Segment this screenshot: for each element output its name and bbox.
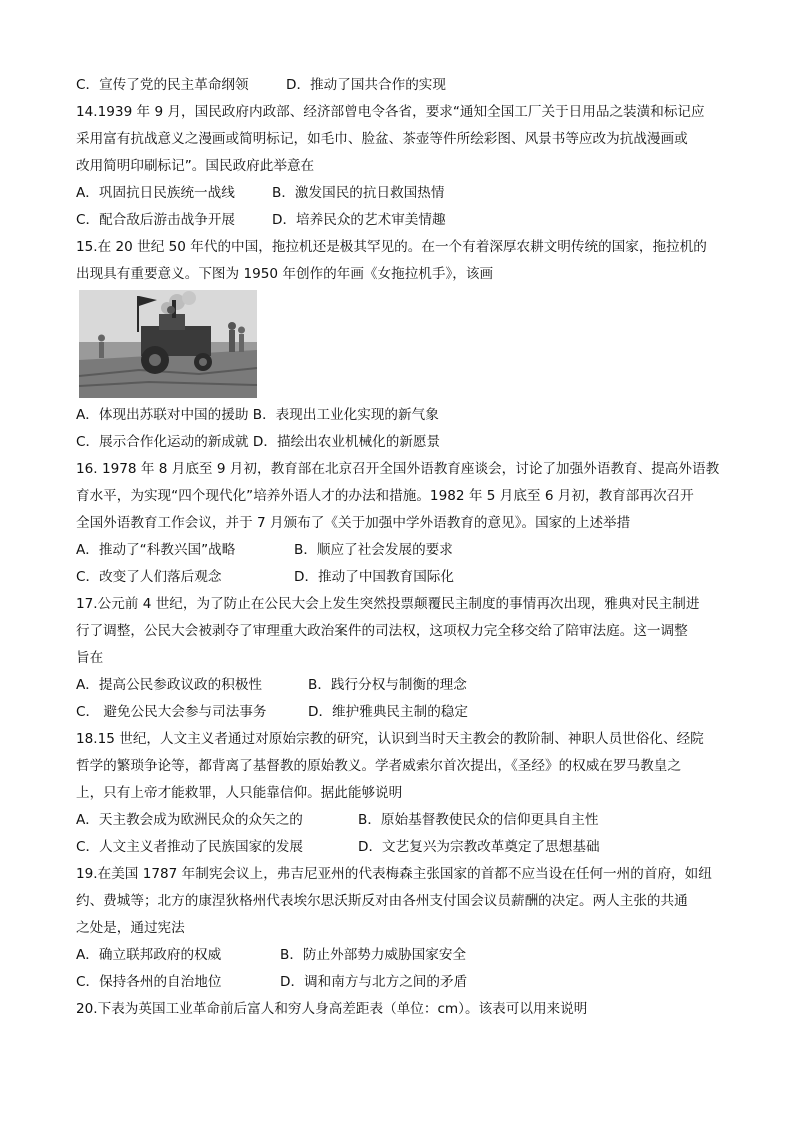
q20-stem-line-1: 20.下表为英国工业革命前后富人和穷人身高差距表（单位：cm）。该表可以用来说明 (76, 1001, 588, 1017)
question-16 (76, 456, 721, 591)
q19-stem-line-3: 之处是，通过宪法 (76, 920, 185, 936)
q14-stem-line-1: 14.1939 年 9 月，国民政府内政部、经济部曾电令各省，要求“通知全国工厂关于日用品之装潢和标记应 (76, 104, 705, 120)
q13-option-d[interactable]: D．推动了国共合作的实现 (286, 77, 446, 93)
q17-stem-line-1: 17.公元前 4 世纪，为了防止在公民大会上发生突然投票颠覆民主制度的事情再次出现，雅典对民主制进 (76, 596, 700, 612)
q16-stem-line-2: 育水平，为实现“四个现代化”培养外语人才的办法和措施。1982 年 5 月底至 6 月初，教育部再次召开 (76, 488, 694, 504)
q15-options-ab[interactable]: A．体现出苏联对中国的援助 B．表现出工业化实现的新气象 (76, 407, 439, 423)
q18-option-d[interactable]: D．文艺复兴为宗教改革奠定了思想基础 (358, 839, 600, 855)
q17-options-ab (76, 672, 721, 699)
q14-option-a[interactable]: A．巩固抗日民族统一战线 (76, 185, 235, 201)
q14-stem-line-2: 采用富有抗战意义之漫画或简明标记，如毛巾、脸盆、茶壶等件所绘彩图、风景书等应改为抗战漫画或 (76, 131, 688, 147)
q13-option-c[interactable]: C．宣传了党的民主革命纲领 (76, 77, 249, 93)
q19-stem-line-1: 19.在美国 1787 年制宪会议上，弗吉尼亚州的代表梅森主张国家的首都不应当设在任何一州的首府，如纽 (76, 866, 712, 882)
q18-options-ab (76, 807, 721, 834)
q18-stem-line-1: 18.15 世纪，人文主义者通过对原始宗教的研究，认识到当时天主教会的教阶制、神职人员世俗化、经院 (76, 731, 704, 747)
q17-option-b[interactable]: B．践行分权与制衡的理念 (308, 677, 467, 693)
exam-page (76, 72, 721, 1023)
q14-options-cd (76, 207, 721, 234)
q16-stem-line-3: 全国外语教育工作会议，并于 7 月颁布了《关于加强中学外语教育的意见》。国家的上述举措 (76, 515, 631, 531)
q16-option-d[interactable]: D．推动了中国教育国际化 (294, 569, 454, 585)
q15-options-cd[interactable]: C．展示合作化运动的新成就 D．描绘出农业机械化的新愿景 (76, 434, 441, 450)
question-20 (76, 996, 721, 1023)
q19-stem-line-2: 约、费城等；北方的康涅狄格州代表埃尔思沃斯反对由各州支付国会议员薪酬的决定。两人主张的共通 (76, 893, 688, 909)
q19-options-cd (76, 969, 721, 996)
q18-options-cd (76, 834, 721, 861)
q15-stem-line-1: 15.在 20 世纪 50 年代的中国，拖拉机还是极其罕见的。在一个有着深厚农耕文明传统的国家，拖拉机的 (76, 239, 707, 255)
question-19 (76, 861, 721, 996)
q17-options-cd (76, 699, 721, 726)
q19-option-c[interactable]: C．保持各州的自治地位 (76, 974, 222, 990)
q17-stem-line-3: 旨在 (76, 650, 104, 666)
q14-option-d[interactable]: D．培养民众的艺术审美情趣 (272, 212, 446, 228)
q14-option-b[interactable]: B．激发国民的抗日救国热情 (272, 185, 445, 201)
q14-options-ab (76, 180, 721, 207)
q18-stem-line-3: 上，只有上帝才能救罪，人只能靠信仰。据此能够说明 (76, 785, 403, 801)
q18-option-a[interactable]: A．天主教会成为欧洲民众的众矢之的 (76, 812, 303, 828)
tractor-painting-image (79, 290, 721, 400)
q16-option-c[interactable]: C．改变了人们落后观念 (76, 569, 222, 585)
q19-option-d[interactable]: D．调和南方与北方之间的矛盾 (280, 974, 468, 990)
q14-stem-line-3: 改用简明印刷标记”。国民政府此举意在 (76, 158, 315, 174)
q18-option-b[interactable]: B．原始基督教使民众的信仰更具自主性 (358, 812, 599, 828)
q17-option-c[interactable]: C． 避免公民大会参与司法事务 (76, 704, 267, 720)
q16-options-ab (76, 537, 721, 564)
q15-stem-line-2: 出现具有重要意义。下图为 1950 年创作的年画《女拖拉机手》，该画 (76, 266, 494, 282)
q16-stem-line-1: 16. 1978 年 8 月底至 9 月初，教育部在北京召开全国外语教育座谈会，讨论了加强外语教育、提高外语教 (76, 461, 720, 477)
q13-options-cd (76, 72, 721, 99)
q18-option-c[interactable]: C．人文主义者推动了民族国家的发展 (76, 839, 303, 855)
q16-option-a[interactable]: A．推动了“科教兴国”战略 (76, 542, 236, 558)
q17-option-a[interactable]: A．提高公民参政议政的积极性 (76, 677, 263, 693)
q19-option-a[interactable]: A．确立联邦政府的权威 (76, 947, 222, 963)
q16-options-cd (76, 564, 721, 591)
q19-options-ab (76, 942, 721, 969)
question-17 (76, 591, 721, 726)
question-14 (76, 99, 721, 234)
q14-option-c[interactable]: C．配合敌后游击战争开展 (76, 212, 236, 228)
question-18 (76, 726, 721, 861)
q19-option-b[interactable]: B．防止外部势力威胁国家安全 (280, 947, 467, 963)
q17-option-d[interactable]: D．维护雅典民主制的稳定 (308, 704, 468, 720)
q18-stem-line-2: 哲学的繁琐争论等，都背离了基督教的原始教义。学者威索尔首次提出，《圣经》的权威在罗马教皇之 (76, 758, 681, 774)
question-15 (76, 234, 721, 456)
q17-stem-line-2: 行了调整，公民大会被剥夺了审理重大政治案件的司法权，这项权力完全移交给了陪审法庭。这一调整 (76, 623, 688, 639)
q16-option-b[interactable]: B．顺应了社会发展的要求 (294, 542, 453, 558)
tractor-painting-icon (79, 290, 257, 398)
